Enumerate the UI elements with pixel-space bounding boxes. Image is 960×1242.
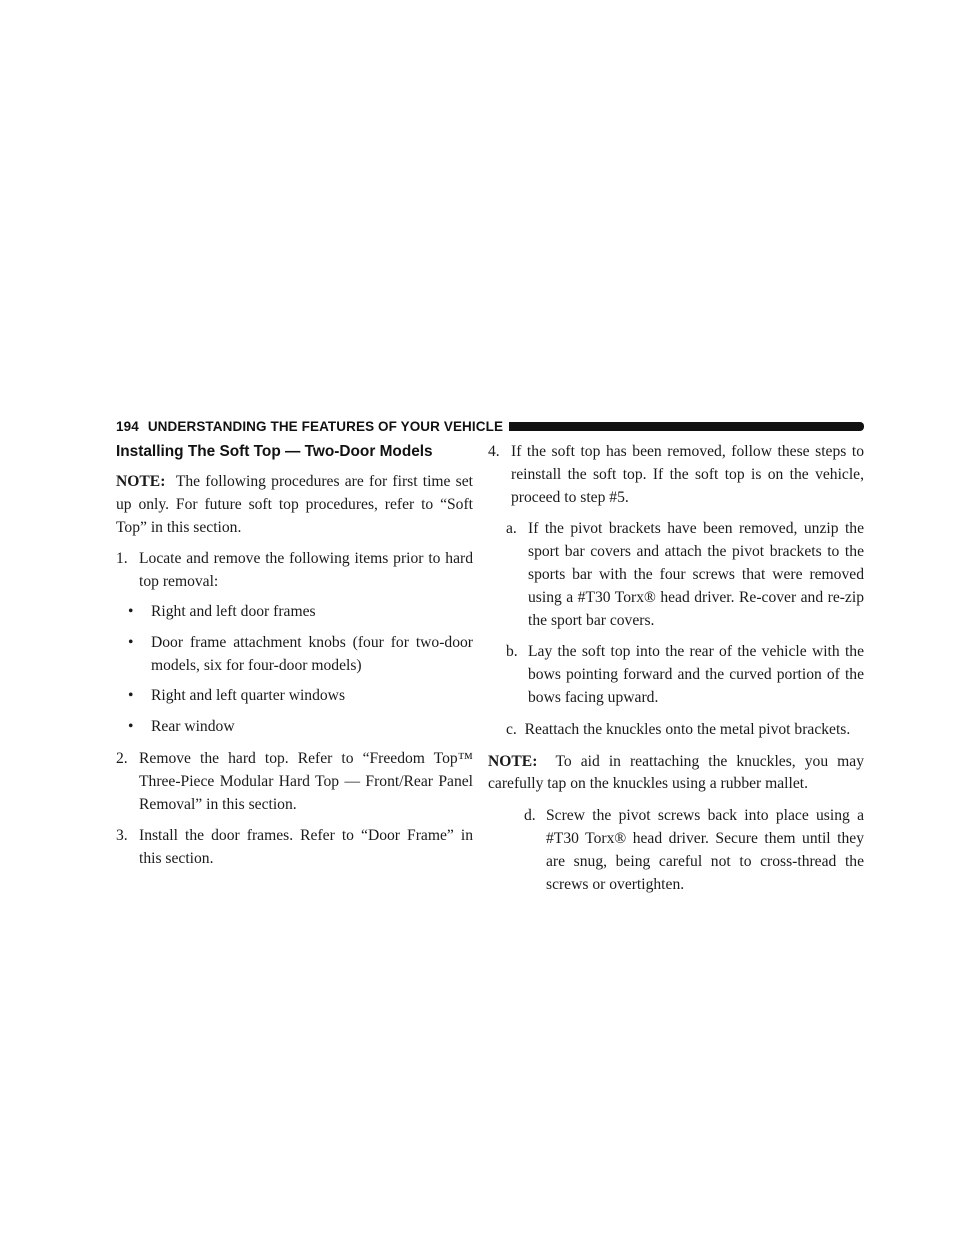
bullet-item [128,632,473,678]
step-4 [488,441,864,509]
step-1 [116,548,473,594]
substep-text: Reattach the knuckles onto the metal pivot brackets. [524,720,851,738]
bullet-icon: • [128,602,134,620]
running-title: UNDERSTANDING THE FEATURES OF YOUR VEHICLE [147,418,504,434]
left-column [116,441,473,871]
note-label: NOTE: [116,473,166,490]
bullet-item [128,685,473,708]
bullet-text: Right and left quarter windows [151,687,346,705]
bullet-text: Door frame attachment knobs (four for two-door models, six for four-door models) [151,633,473,674]
bullet-item [128,601,473,624]
section-heading: Installing The Soft Top — Two-Door Models [116,443,433,460]
right-column [488,441,864,896]
substep-a [488,518,864,632]
note-text: The following procedures are for first time set up only. For future soft top procedures, refer to “Soft Top” in this section. [116,473,474,536]
step-number: 1. [116,550,128,568]
step-number: 3. [116,827,128,845]
substep-d [488,805,864,896]
substep-text: If the pivot brackets have been removed, unzip the sport bar covers and attach the pivot brackets to the sports bar with the four screws that were removed using a #T30 Torx® head driver. Re-cover and re-zip the sport bar covers. [528,520,864,629]
substep-label: a. [506,520,517,538]
substep-label: c. [506,720,517,738]
note-paragraph [116,471,473,539]
step-text: Locate and remove the following items prior to hard top removal: [139,550,473,591]
substep-c [488,719,864,742]
bullet-icon: • [128,633,134,651]
step-text: If the soft top has been removed, follow these steps to reinstall the soft top. If the soft top is on the vehicle, proceed to step #5. [511,443,864,506]
note-label: NOTE: [488,752,538,770]
bullet-icon: • [128,718,134,736]
step-number: 4. [488,443,500,460]
running-header [116,415,864,437]
step-2 [116,748,473,816]
substep-text: Lay the soft top into the rear of the vehicle with the bows pointing forward and the curved portion of the bows facing upward. [528,643,864,706]
step-number: 2. [116,749,128,767]
step-text: Remove the hard top. Refer to “Freedom Top™ Three-Piece Modular Hard Top — Front/Rear Panel Removal” in this section. [139,749,473,813]
substep-text: Screw the pivot screws back into place using a #T30 Torx® head driver. Secure them until they are snug, being careful not to cross-thread the screws or overtighten. [546,807,864,893]
note-paragraph [488,751,864,797]
step-3 [116,825,473,871]
substep-label: d. [524,807,536,825]
note-text: To aid in reattaching the knuckles, you may carefully tap on the knuckles using a rubber mallet. [488,752,865,793]
substep-label: b. [506,643,518,661]
bullet-text: Rear window [151,718,235,736]
bullet-item [128,716,473,739]
step-text: Install the door frames. Refer to “Door Frame” in this section. [139,827,473,868]
page-number: 194 [116,418,139,434]
substep-b [488,641,864,709]
header-rule [509,422,864,431]
bullet-icon: • [128,687,134,705]
bullet-text: Right and left door frames [151,602,316,620]
